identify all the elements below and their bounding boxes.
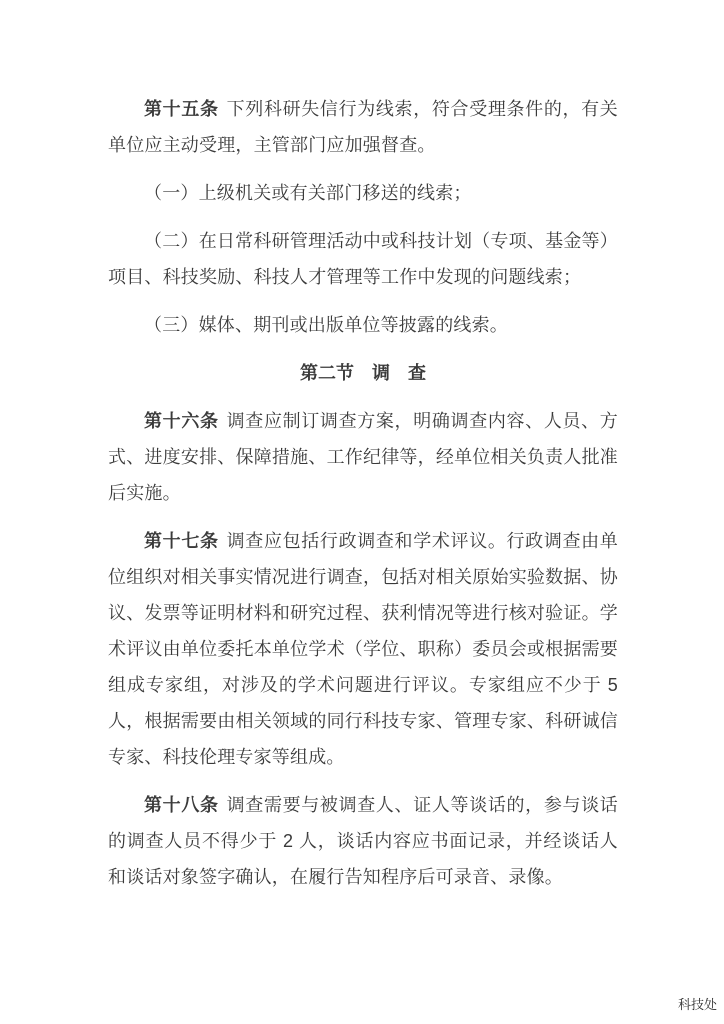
clause-item-1 [108, 175, 618, 211]
clause-item-3-text: （三）媒体、期刊或出版单位等披露的线索。 [144, 315, 508, 335]
article-17-number: 第十七条 [144, 531, 219, 551]
article-17-paragraph [108, 523, 618, 775]
footer-department-label: 科技处 [677, 997, 717, 1012]
article-15-paragraph [108, 91, 618, 163]
article-18-number: 第十八条 [144, 795, 219, 815]
clause-item-2 [108, 223, 618, 295]
article-16-text: 调查应制订调查方案，明确调查内容、人员、方式、进度安排、保障措施、工作纪律等，经单位相关负责人批准后实施。 [108, 411, 618, 503]
article-16-paragraph [108, 403, 618, 511]
article-18-paragraph [108, 787, 618, 895]
article-17-text: 调查应包括行政调查和学术评议。行政调查由单位组织对相关事实情况进行调查，包括对相关原始实验数据、协议、发票等证明材料和研究过程、获利情况等进行核对验证。学术评议由单位委托本单位学术（学位、职称）委员会或根据需要组成专家组，对涉及的学术问题进行评议。专家组应不少于 5 人，根据需要由相关领域的同行科技专家、管理专家、科研诚信专家、科技伦理专家等组成。 [108, 531, 618, 767]
clause-item-3 [108, 307, 618, 343]
article-16-number: 第十六条 [144, 411, 219, 431]
article-15-text: 下列科研失信行为线索，符合受理条件的，有关单位应主动受理，主管部门应加强督查。 [108, 99, 618, 155]
clause-item-2-text: （二）在日常科研管理活动中或科技计划（专项、基金等）项目、科技奖励、科技人才管理等工作中发现的问题线索； [108, 231, 618, 287]
article-15-number: 第十五条 [144, 99, 219, 119]
clause-item-1-text: （一）上级机关或有关部门移送的线索； [144, 183, 472, 203]
article-18-text: 调查需要与被调查人、证人等谈话的，参与谈话的调查人员不得少于 2 人，谈话内容应书面记录，并经谈话人和谈话对象签字确认，在履行告知程序后可录音、录像。 [108, 795, 618, 887]
document-body [108, 91, 618, 907]
section-2-heading: 第二节 调 查 [300, 363, 426, 383]
